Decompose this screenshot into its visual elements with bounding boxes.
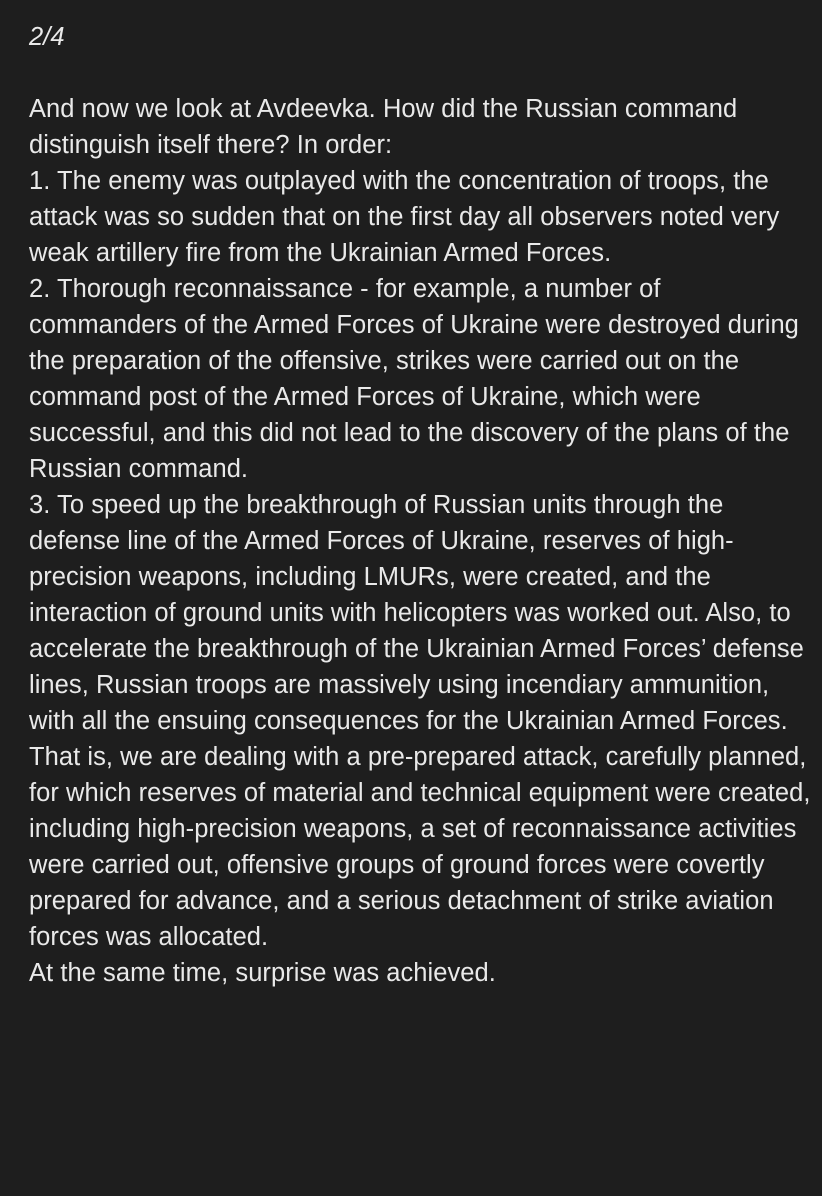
conclusion-paragraph: At the same time, surprise was achieved. (29, 959, 496, 987)
point-1-paragraph: 1. The enemy was outplayed with the concentration of troops, the attack was so sudden that on the first day all observers noted very weak artillery fire from the Ukrainian Armed Forces. (29, 167, 780, 267)
intro-paragraph: And now we look at Avdeevka. How did the Russian command distinguish itself there? In order: (29, 95, 738, 159)
point-2-paragraph: 2. Thorough reconnaissance - for example, a number of commanders of the Armed Forces of Ukraine were destroyed during the preparation of the offensive, strikes were carried out on the command post of the Armed Forces of Ukraine, which were successful, and this did not lead to the discovery of the plans of the Russian command. (29, 275, 799, 483)
document-body (29, 19, 814, 991)
summary-paragraph: That is, we are dealing with a pre-prepared attack, carefully planned, for which reserves of material and technical equipment were created, including high-precision weapons, a set of reconnaissance activities were carried out, offensive groups of ground forces were covertly prepared for advance, and a serious detachment of strike aviation forces was allocated. (29, 743, 811, 951)
point-3-paragraph: 3. To speed up the breakthrough of Russian units through the defense line of the Armed Forces of Ukraine, reserves of high-precision weapons, including LMURs, were created, and the interaction of ground units with helicopters was worked out. Also, to accelerate the breakthrough of the Ukrainian Armed Forces’ defense lines, Russian troops are massively using incendiary ammunition, with all the ensuing consequences for the Ukrainian Armed Forces. (29, 491, 804, 735)
page-counter: 2/4 (29, 23, 65, 51)
